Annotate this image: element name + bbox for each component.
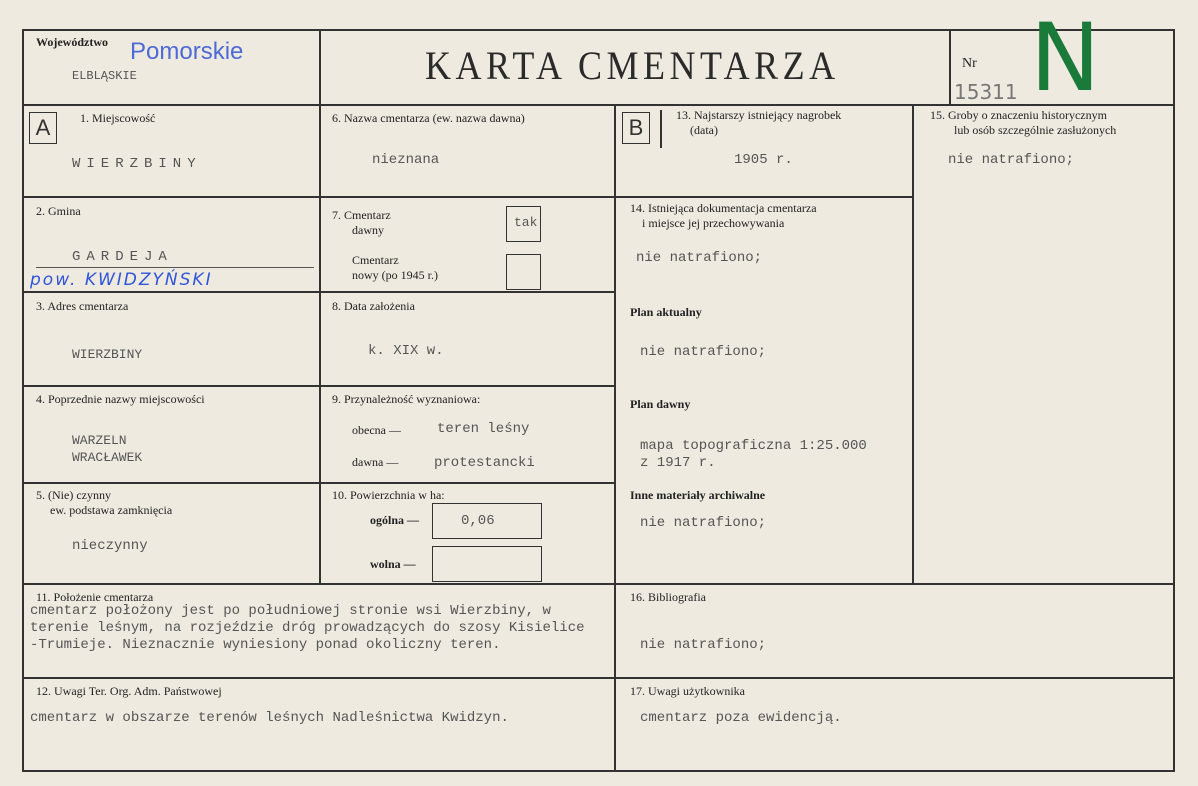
field-14-other-label: Inne materiały archiwalne: [630, 488, 766, 502]
field-8-label: 8. Data założenia: [332, 299, 415, 313]
field-15-value: nie natrafiono;: [948, 152, 1075, 168]
field-11-line3: -Trumieje. Nieznacznie wyniesiony ponad okoliczny teren.: [30, 637, 501, 653]
field-1-value: WIERZBINY: [72, 156, 202, 172]
frame-top: [22, 29, 1174, 31]
field-4-label: 4. Poprzednie nazwy miejscowości: [36, 392, 205, 406]
category-mark: N: [1030, 4, 1101, 113]
field-14-label-line2: i miejsce jej przechowywania: [642, 216, 785, 230]
field-14-plan-old-line1: mapa topograficzna 1:25.000: [640, 438, 867, 454]
header-vline-2: [949, 29, 951, 105]
field-4-value-line1: WARZELN: [72, 433, 127, 448]
field-16-label: 16. Bibliografia: [630, 590, 706, 604]
field-16-value: nie natrafiono;: [640, 637, 767, 653]
field-17-label: 17. Uwagi użytkownika: [630, 684, 745, 698]
field-7-old-box: [506, 206, 541, 242]
field-2-handwritten: pow. KWIDZYŃSKI: [30, 270, 213, 290]
field-13-value: 1905 r.: [734, 152, 793, 168]
col-line-1: [319, 104, 321, 584]
field-15-label-line1: 15. Groby o znaczeniu historycznym: [930, 108, 1107, 122]
nr-label: Nr: [962, 56, 977, 71]
field-14-plan-old-label: Plan dawny: [630, 397, 691, 411]
field-7-label-new-1: Cmentarz: [352, 253, 399, 267]
field-14-other-value: nie natrafiono;: [640, 515, 767, 531]
field-13-label-line1: 13. Najstarszy istniejący nagrobek: [676, 108, 842, 122]
frame-left: [22, 29, 24, 772]
field-7-old-value: tak: [514, 215, 538, 230]
field-9-former-label: dawna —: [352, 455, 399, 469]
field-14-value: nie natrafiono;: [636, 250, 763, 266]
field-4-value-line2: WRACŁAWEK: [72, 450, 143, 465]
field-14-plan-current-label: Plan aktualny: [630, 305, 702, 319]
row-line-a1: [22, 196, 615, 198]
section-b-letter: B: [622, 112, 650, 144]
frame-right: [1173, 29, 1175, 772]
field-2-underline: [36, 267, 314, 268]
field-11-line1: cmentarz położony jest po południowej stronie wsi Wierzbiny, w: [30, 603, 551, 619]
field-14-plan-current-value: nie natrafiono;: [640, 344, 767, 360]
row-line-a2: [22, 291, 615, 293]
field-7-new-box: [506, 254, 541, 290]
field-6-label: 6. Nazwa cmentarza (ew. nazwa dawna): [332, 111, 525, 125]
field-5-label-line2: ew. podstawa zamknięcia: [50, 503, 173, 517]
wojewodztwo-typed: ELBLĄSKIE: [72, 69, 137, 83]
row-line-a4: [22, 482, 615, 484]
row-line-full-2: [22, 677, 1174, 679]
field-15-label-line2: lub osób szczególnie zasłużonych: [954, 123, 1117, 137]
field-1-label: 1. Miejscowość: [80, 111, 156, 125]
field-5-value: nieczynny: [72, 538, 148, 554]
field-7-label-old-2: dawny: [352, 223, 384, 237]
field-2-label: 2. Gmina: [36, 204, 81, 218]
wojewodztwo-label: Województwo: [36, 35, 108, 49]
field-10-label: 10. Powierzchnia w ha:: [332, 488, 445, 502]
field-14-plan-old-line2: z 1917 r.: [640, 455, 716, 471]
frame-bottom: [22, 770, 1174, 772]
field-11-line2: terenie leśnym, na rozjeździe dróg prowadzących do szosy Kisielice: [30, 620, 585, 636]
field-10-total-value: 0,06: [461, 513, 495, 529]
row-line-full-1: [22, 583, 1174, 585]
field-3-value: WIERZBINY: [72, 347, 143, 362]
field-10-total-box: [432, 503, 542, 539]
field-9-current-label: obecna —: [352, 423, 401, 437]
field-14-label-line1: 14. Istniejąca dokumentacja cmentarza: [630, 201, 817, 215]
field-7-label-old-1: 7. Cmentarz: [332, 208, 391, 222]
field-6-value: nieznana: [372, 152, 440, 168]
col-line-3: [912, 104, 914, 584]
field-13-label-line2: (data): [690, 123, 718, 137]
field-5-label-line1: 5. (Nie) czynny: [36, 488, 111, 502]
field-9-current-value: teren leśny: [437, 421, 530, 437]
field-7-label-new-2: nowy (po 1945 r.): [352, 268, 438, 282]
section-a-letter: A: [29, 112, 57, 144]
field-10-free-label: wolna —: [370, 557, 416, 571]
field-10-free-box: [432, 546, 542, 582]
header-divider: [22, 104, 1174, 106]
field-9-label: 9. Przynależność wyznaniowa:: [332, 392, 481, 406]
field-12-value: cmentarz w obszarze terenów leśnych Nadleśnictwa Kwidzyn.: [30, 710, 509, 726]
wojewodztwo-stamp: Pomorskie: [130, 38, 244, 65]
field-8-value: k. XIX w.: [368, 343, 444, 359]
field-2-value: GARDEJA: [72, 249, 173, 265]
row-line-b1: [614, 196, 913, 198]
header-vline-1: [319, 29, 321, 105]
field-12-label: 12. Uwagi Ter. Org. Adm. Państwowej: [36, 684, 222, 698]
row-line-a3: [22, 385, 615, 387]
section-b-mark: [660, 110, 662, 148]
field-17-value: cmentarz poza ewidencją.: [640, 710, 842, 726]
field-11-label: 11. Położenie cmentarza: [36, 590, 154, 604]
nr-value: 15311: [954, 80, 1018, 104]
field-9-former-value: protestancki: [434, 455, 535, 471]
col-line-2: [614, 104, 616, 771]
field-3-label: 3. Adres cmentarza: [36, 299, 129, 313]
field-10-total-label: ogólna —: [370, 513, 420, 527]
card-title: KARTA CMENTARZA: [425, 43, 840, 88]
